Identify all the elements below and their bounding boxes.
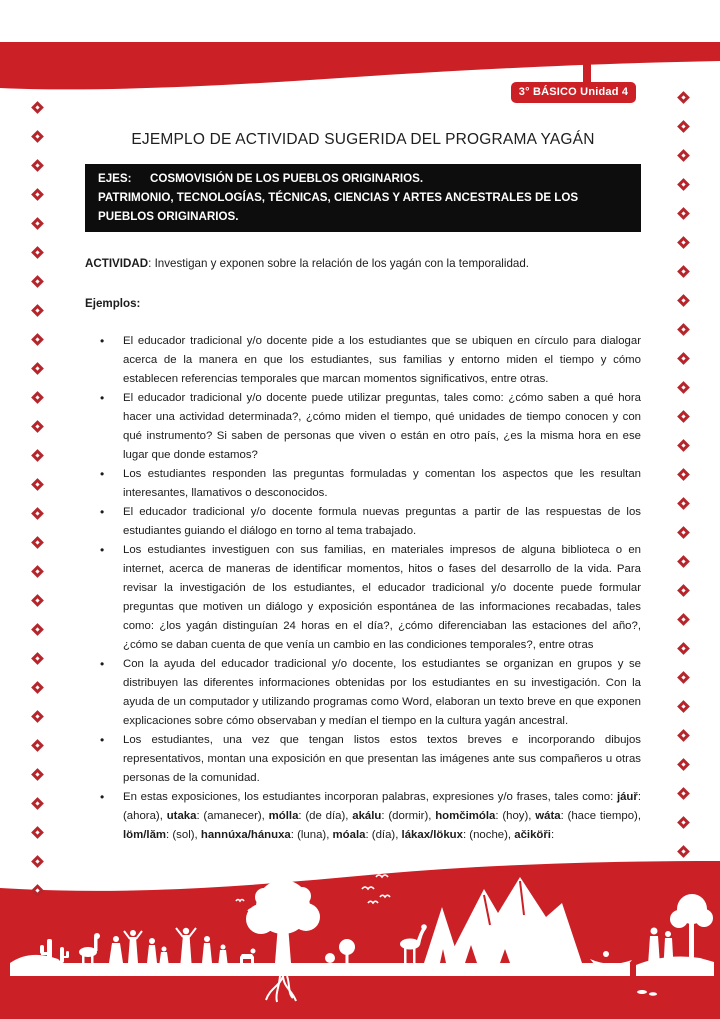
examples-label: Ejemplos: <box>85 297 141 310</box>
diamond-icon <box>31 304 44 317</box>
diamond-icon <box>677 323 690 336</box>
diamond-icon <box>31 101 44 114</box>
diamond-icon <box>677 468 690 481</box>
diamond-icon <box>31 362 44 375</box>
unit-badge: 3° BÁSICO Unidad 4 <box>511 82 636 103</box>
list-item: • El educador tradicional y/o docente formula nuevas preguntas a partir de las respuestas de los estudiantes guiando el diálogo en torno al tema trabajado. <box>85 503 641 541</box>
diamond-icon <box>677 642 690 655</box>
diamond-icon <box>677 410 690 423</box>
diamond-icon <box>677 149 690 162</box>
diamond-icon <box>31 478 44 491</box>
diamond-icon <box>31 420 44 433</box>
diamond-icon <box>31 855 44 868</box>
diamond-icon <box>677 613 690 626</box>
diamond-icon <box>31 391 44 404</box>
diamond-icon <box>31 884 44 897</box>
ejes-axis-1: COSMOVISIÓN DE LOS PUEBLOS ORIGINARIOS. <box>150 172 424 185</box>
diamond-icon <box>677 265 690 278</box>
diamond-icon <box>677 120 690 133</box>
list-item: • Los estudiantes, una vez que tengan listos estos textos breves e incorporando dibujos representativos, montan una exposición en que presentan las imágenes ante sus compañeros u otras personas de la comunidad. <box>85 731 641 788</box>
small-tree-icon <box>339 939 355 955</box>
page-title: EJEMPLO DE ACTIVIDAD SUGERIDA DEL PROGRAMA YAGÁN <box>131 131 595 148</box>
list-item: • Con la ayuda del educador tradicional y/o docente, los estudiantes se organizan en grupos y se distribuyen las diferentes informaciones obtenidas por los estudiantes en su investigación. Con la ayuda de un computador y utilizando programas como Word, elaboran un texto breve en que exponen explicaciones sobre cómo observaban y medían el tiempo en la cultura yagán ancestral. <box>85 655 641 731</box>
diamond-icon <box>31 246 44 259</box>
diamond-icon <box>31 565 44 578</box>
left-diamond-border <box>33 103 42 895</box>
diamond-icon <box>677 91 690 104</box>
diamond-icon <box>677 671 690 684</box>
bush-icon <box>523 953 533 963</box>
diamond-icon <box>31 826 44 839</box>
bush-icon <box>541 956 549 964</box>
diamond-icon <box>31 449 44 462</box>
list-item: • El educador tradicional y/o docente pide a los estudiantes que se ubiquen en círculo para dialogar acerca de la manera en que los estudiantes, sus familias y entorno miden el tiempo y cómo establecen referencias temporales que marcan momentos significativos, entre otras. <box>85 332 641 389</box>
right-diamond-border <box>679 93 688 856</box>
diamond-icon <box>31 275 44 288</box>
list-item: • El educador tradicional y/o docente puede utilizar preguntas, tales como: ¿cómo saben a qué hora hacer una actividad determinada?, ¿cómo miden el tiempo, qué unidades de tiempo conocen y con qué instrumento? Si saben de personas que viven o están en otro país, ¿es la misma hora en ese lugar que donde estamos? <box>85 389 641 465</box>
diamond-icon <box>677 381 690 394</box>
diamond-icon <box>31 623 44 636</box>
diamond-icon <box>677 787 690 800</box>
diamond-icon <box>677 555 690 568</box>
diamond-icon <box>677 758 690 771</box>
footer-illustration <box>0 859 720 1019</box>
diamond-icon <box>677 526 690 539</box>
activity-text: : Investigan y exponen sobre la relación de los yagán con la temporalidad. <box>148 257 530 270</box>
content-column <box>85 0 641 845</box>
activity-line <box>85 256 641 272</box>
bush-icon <box>325 953 335 963</box>
diamond-icon <box>677 352 690 365</box>
ejes-axis-2: PATRIMONIO, TECNOLOGÍAS, TÉCNICAS, CIENCIAS Y ARTES ANCESTRALES DE LOS PUEBLOS ORIGINARIOS. <box>98 191 579 223</box>
list-item: • Los estudiantes responden las preguntas formuladas y comentan los aspectos que les resultan interesantes, llamativos o desconocidos. <box>85 465 641 503</box>
ejes-line-1 <box>98 169 628 188</box>
diamond-icon <box>677 294 690 307</box>
diamond-icon <box>31 652 44 665</box>
diamond-icon <box>31 797 44 810</box>
diamond-icon <box>31 130 44 143</box>
diamond-icon <box>31 710 44 723</box>
diamond-icon <box>677 700 690 713</box>
diamond-icon <box>31 333 44 346</box>
diamond-icon <box>677 439 690 452</box>
diamond-icon <box>677 236 690 249</box>
diamond-icon <box>677 178 690 191</box>
diamond-icon <box>31 768 44 781</box>
diamond-icon <box>677 584 690 597</box>
ground-strip <box>10 963 630 976</box>
diamond-icon <box>31 188 44 201</box>
diamond-icon <box>677 729 690 742</box>
diamond-icon <box>677 845 690 858</box>
diamond-icon <box>31 536 44 549</box>
list-item: • En estas exposiciones, los estudiantes incorporan palabras, expresiones y/o frases, tales como: jáuř: (ahora), utaka: (amanecer), mólla: (de día), akálu: (dormir), homčimóla: (hoy), wáta: (hace tiempo), löm/lăm: (sol), hannúxa/hánuxa: (luna), móala: (día), lákax/lökux: (noche), ačiköři: <box>85 788 641 845</box>
diamond-icon <box>31 681 44 694</box>
diamond-icon <box>677 816 690 829</box>
diamond-icon <box>31 217 44 230</box>
diamond-icon <box>677 497 690 510</box>
examples-list <box>85 332 641 845</box>
diamond-icon <box>31 594 44 607</box>
list-item: • Los estudiantes investiguen con sus familias, en materiales impresos de alguna biblioteca o en internet, acerca de maneras de identificar momentos, hitos o fases del desarrollo de la vida. Para revisar la investigación de los estudiantes, el educador tradicional y/o docente puede formular preguntas que motiven un diálogo y exposición espontánea de las informaciones recabadas, tales como: ¿los yagán distinguían 24 horas en el día?, ¿cómo diferenciaban las estaciones del año?, ¿cómo se daban cuenta de que venía un cambio en las condiciones temporales?, entre otras <box>85 541 641 655</box>
diamond-icon <box>31 739 44 752</box>
diamond-icon <box>31 159 44 172</box>
ejes-label: EJES: <box>98 172 132 185</box>
activity-label: ACTIVIDAD <box>85 257 149 270</box>
diamond-icon <box>677 207 690 220</box>
diamond-icon <box>31 507 44 520</box>
ejes-box <box>85 164 641 232</box>
